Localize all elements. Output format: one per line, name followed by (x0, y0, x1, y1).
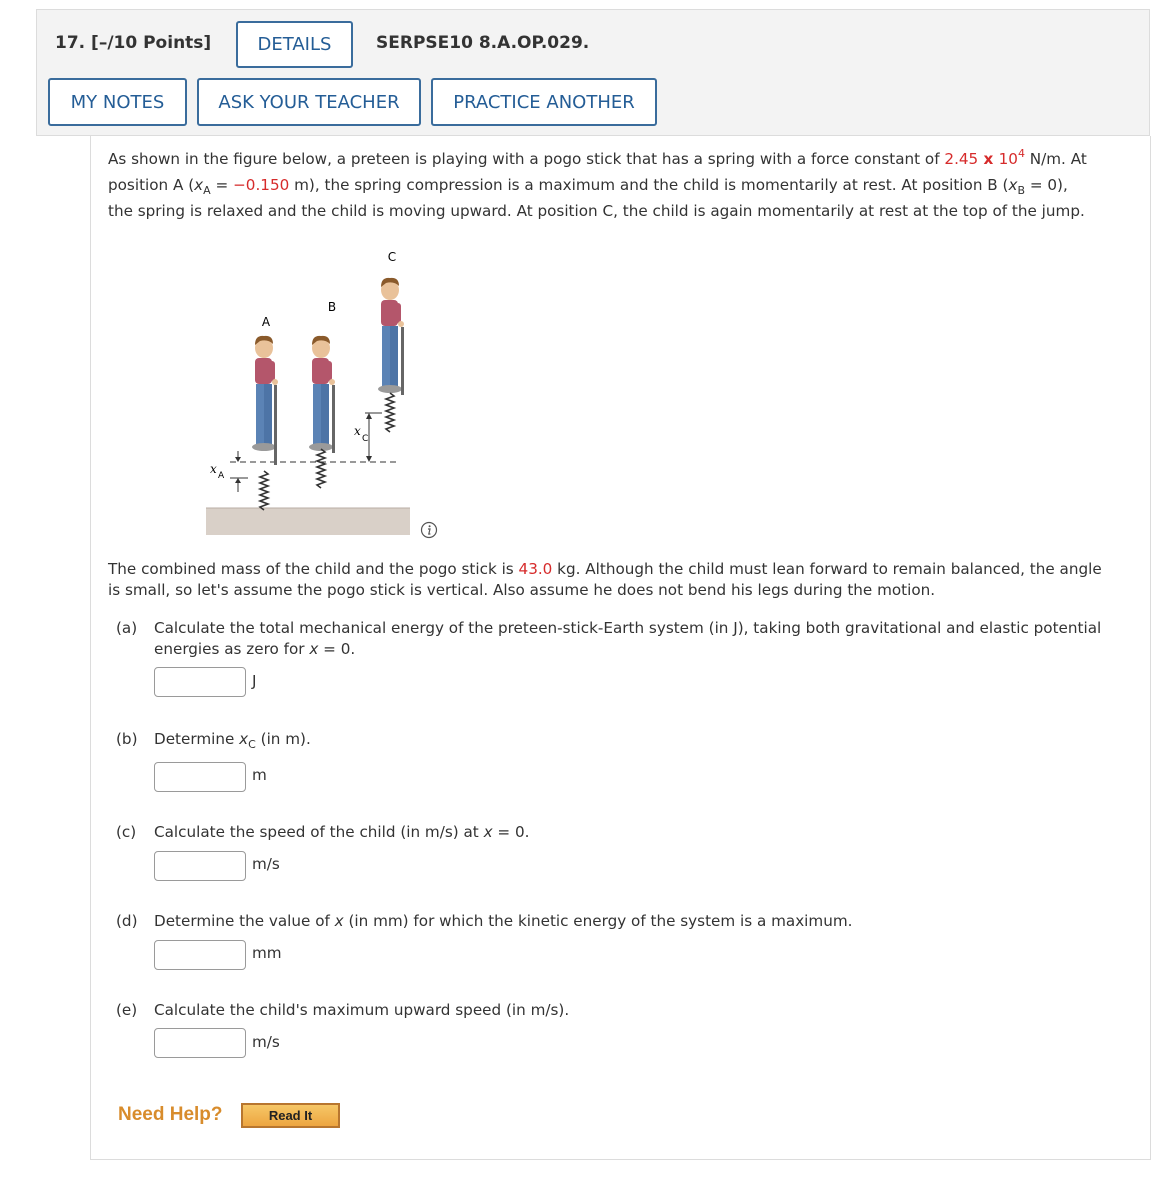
mass-value: 43.0 (518, 560, 553, 578)
part-e-answer-input[interactable] (154, 1028, 246, 1058)
part-b-question: Determine $x_C$ (in m). (154, 730, 311, 751)
part-d-label: (d) (116, 912, 138, 930)
my-notes-button[interactable]: MY NOTES (48, 78, 187, 126)
part-d-question: Determine the value of x (in mm) for which the kinetic energy of the system is a maximum. (154, 912, 853, 930)
question-code: SERPSE10 8.A.OP.029. (376, 33, 590, 53)
force-constant: 2.45 x $10^4$ (944, 147, 1025, 168)
part-c-question: Calculate the speed of the child (in m/s) at x = 0. (154, 823, 530, 841)
intro-paragraph: As shown in the figure below, a preteen is playing with a pogo stick that has a spring with a force constant of 2.45 x $10^4$ N/m. At position A ($x_A = -0.150$ m), the spring compression is a maximum and the child is momentarily at rest. At position B $(x_B = 0)$, the spring is relaxed and the child is moving upward. At position C, the child is again momentarily at rest at the top of the jump. (108, 147, 1087, 220)
details-button[interactable]: DETAILS (236, 21, 353, 68)
part-e-question: Calculate the child's maximum upward speed (in m/s). (154, 1001, 570, 1019)
part-c-unit: m/s (252, 855, 280, 873)
part-c-answer-input[interactable] (154, 851, 246, 881)
practice-another-button[interactable]: PRACTICE ANOTHER (431, 78, 657, 126)
part-d-answer-input[interactable] (154, 940, 246, 970)
part-a-unit: J (252, 672, 257, 690)
mass-paragraph: The combined mass of the child and the pogo stick is 43.0 kg. Although the child must lean forward to remain balanced, the angle is small, so let's assume the pogo stick is vertical. Also assume he does not bend his legs during the motion. (108, 560, 1102, 599)
xa-label: x (210, 462, 217, 476)
info-icon[interactable] (420, 521, 438, 539)
part-d-unit: mm (252, 944, 282, 962)
part-b-label: (b) (116, 730, 138, 748)
ask-your-teacher-button[interactable]: ASK YOUR TEACHER (197, 78, 421, 126)
label-b: B (327, 300, 337, 314)
label-c: C (387, 250, 397, 264)
part-a-question: Calculate the total mechanical energy of the preteen-stick-Earth system (in J), taking both gravitational and elastic potential energies as zero for x = 0. (154, 619, 1102, 658)
xa-sub: A (218, 471, 225, 481)
part-e-label: (e) (116, 1001, 138, 1019)
part-e-unit: m/s (252, 1033, 280, 1051)
xc-sub: C (362, 434, 369, 444)
pogo-stick-figure (200, 245, 420, 535)
label-a: A (261, 315, 271, 329)
question-number-points: 17. [–/10 Points] (55, 33, 212, 53)
xc-label: x (354, 424, 361, 438)
part-b-unit: m (252, 766, 267, 784)
read-it-button[interactable]: Read It (241, 1103, 340, 1128)
part-a-answer-input[interactable] (154, 667, 246, 697)
part-a-label: (a) (116, 619, 138, 637)
part-b-answer-input[interactable] (154, 762, 246, 792)
need-help-label: Need Help? (118, 1104, 223, 1125)
x-a-value: −0.150 (233, 176, 290, 194)
part-c-label: (c) (116, 823, 137, 841)
